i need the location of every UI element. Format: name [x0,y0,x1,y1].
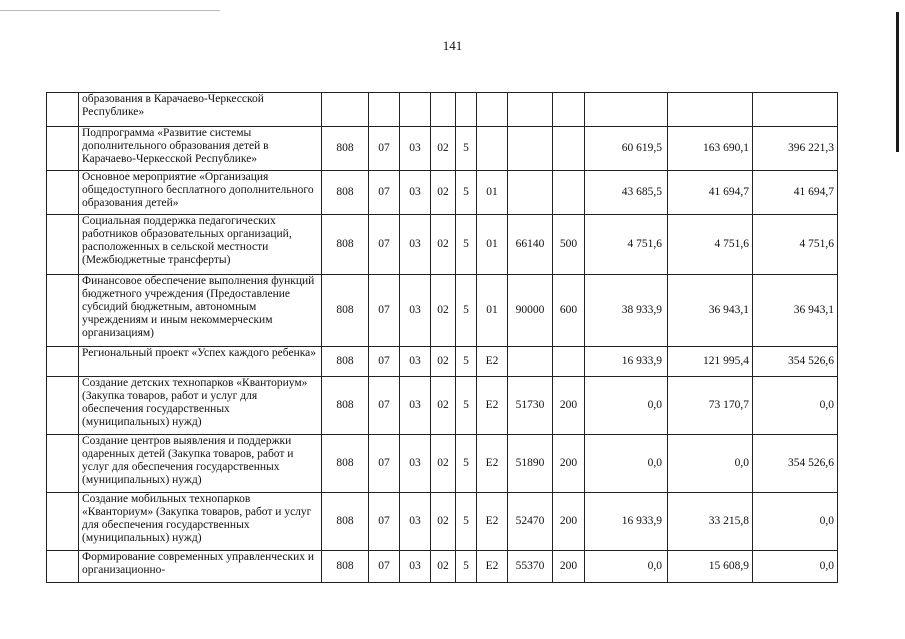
cell-ministry-code: 808 [322,551,369,583]
cell-amount-year-3: 354 526,6 [753,347,838,377]
cell-expense-type: 200 [553,377,585,435]
cell-activity [477,127,508,171]
cell-ministry-code: 808 [322,493,369,551]
cell-amount-year-1: 60 619,5 [585,127,668,171]
cell-amount-year-3 [753,93,838,127]
cell-subsection: 03 [400,377,431,435]
cell-amount-year-2: 163 690,1 [668,127,753,171]
cell-subsection: 03 [400,551,431,583]
cell-section: 07 [369,127,400,171]
cell-amount-year-3: 36 943,1 [753,275,838,347]
table-row [47,171,838,215]
cell-section: 07 [369,377,400,435]
table-row [47,377,838,435]
cell-expense-type [553,347,585,377]
cell-item-name: Региональный проект «Успех каждого ребенка» [79,347,322,377]
cell-activity: E2 [477,493,508,551]
cell-section: 07 [369,215,400,275]
cell-item-name: Формирование современных управленческих и организационно- [79,551,322,583]
cell-subsection: 03 [400,435,431,493]
cell-amount-year-2: 15 608,9 [668,551,753,583]
cell-subsection: 03 [400,127,431,171]
cell-item-name: Создание центров выявления и поддержки одаренных детей (Закупка товаров, работ и услуг для обеспечения государственных (муниципальных) нужд) [79,435,322,493]
cell-item-name: образования в Карачаево-Черкесской Республике» [79,93,322,127]
cell-subprogram: 5 [456,347,477,377]
table-row [47,275,838,347]
cell-blank [47,127,79,171]
cell-amount-year-3: 0,0 [753,493,838,551]
cell-expense-type: 200 [553,493,585,551]
scan-artifact-top [0,10,220,11]
cell-expense-type: 600 [553,275,585,347]
cell-program: 02 [431,493,456,551]
cell-program: 02 [431,215,456,275]
cell-expense-type: 200 [553,435,585,493]
cell-expense-type [553,171,585,215]
cell-section: 07 [369,435,400,493]
cell-program: 02 [431,127,456,171]
cell-section: 07 [369,493,400,551]
cell-program: 02 [431,377,456,435]
cell-amount-year-2: 33 215,8 [668,493,753,551]
cell-subprogram: 5 [456,493,477,551]
cell-amount-year-1 [585,93,668,127]
cell-subsection: 03 [400,171,431,215]
cell-ministry-code [322,93,369,127]
cell-direction [508,347,553,377]
cell-amount-year-3: 0,0 [753,377,838,435]
page-number: 141 [442,38,463,53]
cell-blank [47,493,79,551]
cell-amount-year-3: 0,0 [753,551,838,583]
cell-amount-year-2: 36 943,1 [668,275,753,347]
cell-amount-year-3: 41 694,7 [753,171,838,215]
cell-item-name: Социальная поддержка педагогических работников образовательных организаций, расположенных в сельской местности (Межбюджетные трансферты) [79,215,322,275]
cell-activity: 01 [477,171,508,215]
cell-section: 07 [369,275,400,347]
cell-subprogram: 5 [456,435,477,493]
cell-item-name: Создание мобильных технопарков «Кванториум» (Закупка товаров, работ и услуг для обеспечения государственных (муниципальных) нужд) [79,493,322,551]
cell-direction: 51730 [508,377,553,435]
cell-program: 02 [431,435,456,493]
cell-blank [47,171,79,215]
cell-blank [47,275,79,347]
cell-activity: 01 [477,215,508,275]
cell-blank [47,377,79,435]
cell-subsection: 03 [400,215,431,275]
cell-item-name: Создание детских технопарков «Кванториум» (Закупка товаров, работ и услуг для обеспечения государственных (муниципальных) нужд) [79,377,322,435]
cell-subprogram: 5 [456,171,477,215]
cell-amount-year-2 [668,93,753,127]
cell-blank [47,93,79,127]
cell-amount-year-1: 0,0 [585,377,668,435]
cell-ministry-code: 808 [322,215,369,275]
cell-expense-type: 500 [553,215,585,275]
table-row [47,93,838,127]
cell-activity: E2 [477,347,508,377]
cell-ministry-code: 808 [322,127,369,171]
cell-item-name: Основное мероприятие «Организация общедоступного бесплатного дополнительного образования детей» [79,171,322,215]
cell-blank [47,551,79,583]
cell-amount-year-1: 38 933,9 [585,275,668,347]
cell-subprogram: 5 [456,377,477,435]
cell-blank [47,347,79,377]
cell-subsection: 03 [400,493,431,551]
table-row [47,435,838,493]
cell-amount-year-2: 0,0 [668,435,753,493]
cell-subprogram: 5 [456,551,477,583]
cell-amount-year-2: 73 170,7 [668,377,753,435]
cell-subprogram: 5 [456,215,477,275]
cell-section [369,93,400,127]
cell-ministry-code: 808 [322,171,369,215]
scan-artifact-edge [896,12,899,152]
cell-expense-type [553,127,585,171]
cell-direction [508,93,553,127]
cell-direction: 52470 [508,493,553,551]
cell-amount-year-1: 0,0 [585,435,668,493]
table-row [47,215,838,275]
table-row [47,347,838,377]
table-row [47,493,838,551]
cell-program: 02 [431,275,456,347]
cell-expense-type [553,93,585,127]
cell-direction [508,127,553,171]
budget-table [46,92,838,583]
cell-activity: E2 [477,377,508,435]
cell-direction [508,171,553,215]
cell-ministry-code: 808 [322,435,369,493]
cell-amount-year-2: 121 995,4 [668,347,753,377]
cell-direction: 51890 [508,435,553,493]
cell-activity: E2 [477,551,508,583]
cell-subsection [400,93,431,127]
cell-section: 07 [369,551,400,583]
cell-expense-type: 200 [553,551,585,583]
cell-amount-year-1: 43 685,5 [585,171,668,215]
cell-program: 02 [431,171,456,215]
cell-direction: 55370 [508,551,553,583]
cell-amount-year-2: 41 694,7 [668,171,753,215]
cell-amount-year-3: 354 526,6 [753,435,838,493]
cell-amount-year-3: 396 221,3 [753,127,838,171]
table-row [47,551,838,583]
cell-subprogram: 5 [456,275,477,347]
cell-direction: 66140 [508,215,553,275]
cell-blank [47,215,79,275]
cell-subsection: 03 [400,275,431,347]
cell-ministry-code: 808 [322,347,369,377]
cell-activity [477,93,508,127]
cell-amount-year-3: 4 751,6 [753,215,838,275]
cell-ministry-code: 808 [322,377,369,435]
cell-subprogram: 5 [456,127,477,171]
table-body [47,93,838,583]
cell-subprogram [456,93,477,127]
cell-section: 07 [369,171,400,215]
cell-subsection: 03 [400,347,431,377]
cell-amount-year-1: 16 933,9 [585,493,668,551]
cell-amount-year-1: 0,0 [585,551,668,583]
cell-blank [47,435,79,493]
cell-program: 02 [431,347,456,377]
cell-item-name: Финансовое обеспечение выполнения функций бюджетного учреждения (Предоставление субсидий бюджетным, автономным учреждениям и иным некоммерческим организациям) [79,275,322,347]
cell-amount-year-1: 16 933,9 [585,347,668,377]
cell-item-name: Подпрограмма «Развитие системы дополнительного образования детей в Карачаево-Черкесской Республике» [79,127,322,171]
table-row [47,127,838,171]
cell-program [431,93,456,127]
cell-direction: 90000 [508,275,553,347]
cell-amount-year-1: 4 751,6 [585,215,668,275]
cell-program: 02 [431,551,456,583]
cell-activity: E2 [477,435,508,493]
cell-activity: 01 [477,275,508,347]
cell-amount-year-2: 4 751,6 [668,215,753,275]
cell-section: 07 [369,347,400,377]
cell-ministry-code: 808 [322,275,369,347]
